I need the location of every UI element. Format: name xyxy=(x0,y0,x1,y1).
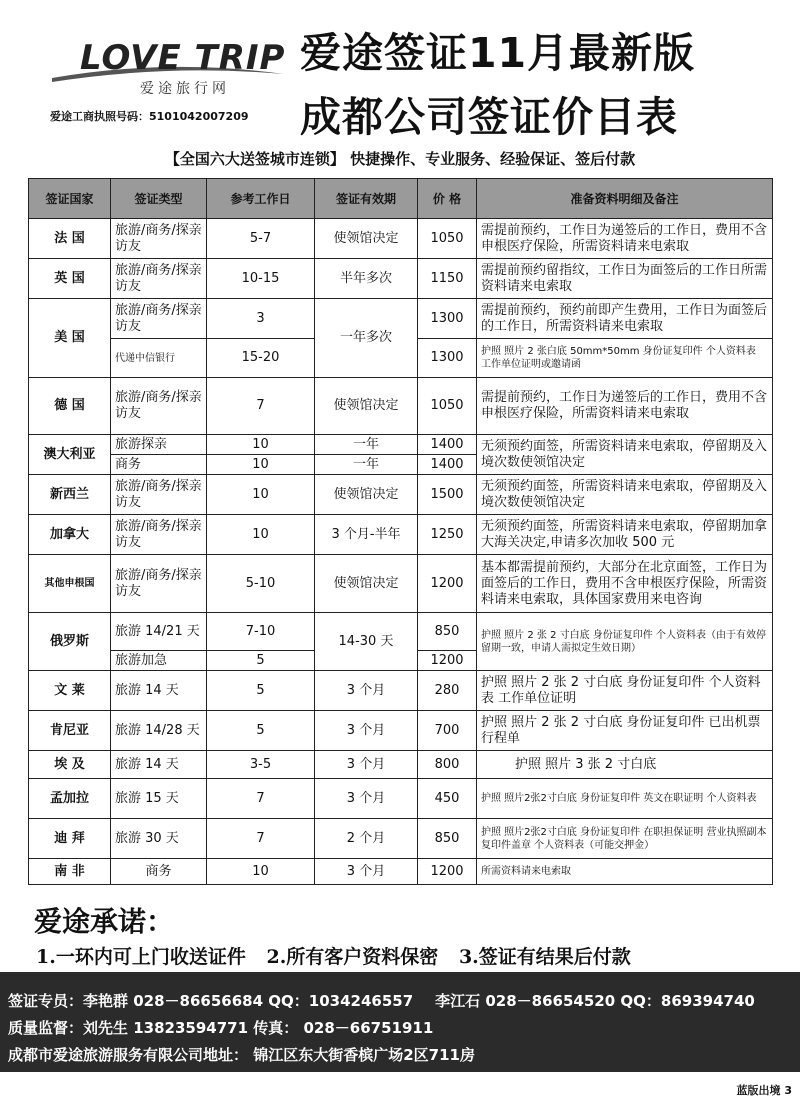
table-row xyxy=(29,779,773,819)
header-price: 价 格 xyxy=(418,179,477,219)
country-cell: 法 国 xyxy=(29,219,111,259)
days-cell: 15-20 xyxy=(207,339,315,378)
table-row xyxy=(29,859,773,885)
validity-cell: 使领馆决定 xyxy=(315,219,418,259)
country-cell: 俄罗斯 xyxy=(29,613,111,671)
country-cell: 文 莱 xyxy=(29,671,111,711)
slogan: 【全国六大送签城市连锁】 快捷操作、专业服务、经验保证、签后付款 xyxy=(164,150,636,168)
days-cell: 5-7 xyxy=(207,219,315,259)
validity-cell: 3 个月 xyxy=(315,751,418,779)
notes-cell: 护照 照片2张2寸白底 身份证复印件 在职担保证明 营业执照副本复印件盖章 个人资料表（可能交押金） xyxy=(477,819,773,859)
days-cell: 5 xyxy=(207,711,315,751)
price-cell: 1250 xyxy=(418,515,477,555)
table-row xyxy=(29,299,773,339)
promise-item: 2.所有客户资料保密 xyxy=(266,946,439,968)
days-cell: 5 xyxy=(207,671,315,711)
table-row xyxy=(29,819,773,859)
notes-cell: 无须预约面签，所需资料请来电索取，停留期及入境次数使领馆决定 xyxy=(477,475,773,515)
promise-item: 3.签证有结果后付款 xyxy=(458,946,631,968)
price-cell: 1150 xyxy=(418,259,477,299)
days-cell: 7 xyxy=(207,819,315,859)
country-cell: 新西兰 xyxy=(29,475,111,515)
notes-cell: 无须预约面签，所需资料请来电索取，停留期加拿大海关决定,申请多次加收 500 元 xyxy=(477,515,773,555)
type-cell: 旅游 15 天 xyxy=(111,779,207,819)
type-cell: 旅游探亲 xyxy=(111,435,207,455)
notes-cell: 护照 照片2张2寸白底 身份证复印件 英文在职证明 个人资料表 xyxy=(477,779,773,819)
type-cell: 旅游/商务/探亲访友 xyxy=(111,555,207,613)
validity-cell: 半年多次 xyxy=(315,259,418,299)
days-cell: 7 xyxy=(207,378,315,435)
logo-subtitle: 爱途旅行网 xyxy=(140,81,230,97)
price-cell: 1200 xyxy=(418,651,477,671)
table-header-row xyxy=(29,179,773,219)
validity-cell: 使领馆决定 xyxy=(315,378,418,435)
validity-cell: 一年 xyxy=(315,435,418,455)
table-row xyxy=(29,555,773,613)
country-cell: 加拿大 xyxy=(29,515,111,555)
promise-title: 爱途承诺： xyxy=(34,905,175,938)
validity-cell: 一年多次 xyxy=(315,299,418,378)
validity-cell: 一年 xyxy=(315,455,418,475)
price-cell: 1300 xyxy=(418,339,477,378)
logo xyxy=(48,30,288,100)
country-cell: 英 国 xyxy=(29,259,111,299)
visa-price-table xyxy=(28,178,773,885)
price-cell: 1200 xyxy=(418,555,477,613)
type-cell: 旅游/商务/探亲访友 xyxy=(111,219,207,259)
header xyxy=(0,0,800,145)
business-license: 爱途工商执照号码：5101042007209 xyxy=(50,110,249,123)
table-row xyxy=(29,475,773,515)
country-cell: 澳大利亚 xyxy=(29,435,111,475)
country-cell: 美 国 xyxy=(29,299,111,378)
visa-specialist-2: 李江石 028－86654520 QQ：869394740 xyxy=(435,992,755,1010)
days-cell: 7 xyxy=(207,779,315,819)
validity-cell: 3 个月 xyxy=(315,859,418,885)
type-cell: 旅游/商务/探亲访友 xyxy=(111,515,207,555)
header-type: 签证类型 xyxy=(111,179,207,219)
table-row xyxy=(29,219,773,259)
days-cell: 5-10 xyxy=(207,555,315,613)
days-cell: 10 xyxy=(207,859,315,885)
type-cell: 旅游加急 xyxy=(111,651,207,671)
page-subtitle: 成都公司签证价目表 xyxy=(300,93,678,141)
type-cell: 旅游 14/21 天 xyxy=(111,613,207,651)
table-row xyxy=(29,671,773,711)
days-cell: 10-15 xyxy=(207,259,315,299)
contact-footer xyxy=(0,972,800,1072)
type-cell: 旅游 14 天 xyxy=(111,751,207,779)
validity-cell: 2 个月 xyxy=(315,819,418,859)
type-cell: 旅游/商务/探亲访友 xyxy=(111,299,207,339)
price-cell: 700 xyxy=(418,711,477,751)
address-line: 成都市爱途旅游服务有限公司地址： 锦江区东大街香槟广场2区711房 xyxy=(8,1046,475,1064)
price-cell: 1050 xyxy=(418,378,477,435)
validity-cell: 3 个月-半年 xyxy=(315,515,418,555)
table-row xyxy=(29,259,773,299)
table-row xyxy=(29,751,773,779)
price-cell: 850 xyxy=(418,819,477,859)
country-cell: 埃 及 xyxy=(29,751,111,779)
notes-cell: 无须预约面签，所需资料请来电索取，停留期及入境次数使领馆决定 xyxy=(477,435,773,475)
days-cell: 10 xyxy=(207,435,315,455)
table-row xyxy=(29,711,773,751)
notes-cell: 护照 照片 2 张 2 寸白底 身份证复印件 已出机票行程单 xyxy=(477,711,773,751)
notes-cell: 需提前预约，工作日为递签后的工作日，费用不含申根医疗保险，所需资料请来电索取 xyxy=(477,378,773,435)
page-title: 爱途签证11月最新版 xyxy=(300,29,696,77)
validity-cell: 使领馆决定 xyxy=(315,555,418,613)
visa-specialist-1: 签证专员：李艳群 028－86656684 QQ：1034246557 xyxy=(8,992,414,1010)
type-cell: 商务 xyxy=(111,859,207,885)
table-row xyxy=(29,613,773,651)
notes-cell: 护照 照片 3 张 2 寸白底 xyxy=(477,751,773,779)
type-cell: 商务 xyxy=(111,455,207,475)
type-cell: 旅游 14/28 天 xyxy=(111,711,207,751)
header-country: 签证国家 xyxy=(29,179,111,219)
type-cell: 旅游 14 天 xyxy=(111,671,207,711)
promise-item: 1.一环内可上门收送证件 xyxy=(36,946,246,968)
validity-cell: 3 个月 xyxy=(315,671,418,711)
page-tag: 蓝版出境 3 xyxy=(736,1084,792,1097)
price-cell: 1200 xyxy=(418,859,477,885)
days-cell: 10 xyxy=(207,455,315,475)
price-cell: 1400 xyxy=(418,435,477,455)
header-days: 参考工作日 xyxy=(207,179,315,219)
validity-cell: 3 个月 xyxy=(315,711,418,751)
notes-cell: 护照 照片 2 张 2 寸白底 身份证复印件 个人资料表 工作单位证明 xyxy=(477,671,773,711)
days-cell: 3-5 xyxy=(207,751,315,779)
country-cell: 迪 拜 xyxy=(29,819,111,859)
table-row xyxy=(29,515,773,555)
validity-cell: 使领馆决定 xyxy=(315,475,418,515)
country-cell: 肯尼亚 xyxy=(29,711,111,751)
country-cell: 德 国 xyxy=(29,378,111,435)
notes-cell: 需提前预约，预约前即产生费用，工作日为面签后的工作日，所需资料请来电索取 xyxy=(477,299,773,339)
validity-cell: 14-30 天 xyxy=(315,613,418,671)
logo-wordmark: LOVE TRIP xyxy=(80,38,286,78)
notes-cell: 护照 照片 2 张白底 50mm*50mm 身份证复印件 个人资料表 工作单位证明或邀请函 xyxy=(477,339,773,378)
type-cell: 代递中信银行 xyxy=(111,339,207,378)
notes-cell: 基本都需提前预约，大部分在北京面签，工作日为面签后的工作日，费用不含申根医疗保险，所需资料请来电索取，具体国家费用来电咨询 xyxy=(477,555,773,613)
table-row xyxy=(29,378,773,435)
type-cell: 旅游/商务/探亲访友 xyxy=(111,378,207,435)
validity-cell: 3 个月 xyxy=(315,779,418,819)
notes-cell: 所需资料请来电索取 xyxy=(477,859,773,885)
days-cell: 7-10 xyxy=(207,613,315,651)
days-cell: 10 xyxy=(207,475,315,515)
price-cell: 450 xyxy=(418,779,477,819)
notes-cell: 需提前预约，工作日为递签后的工作日，费用不含申根医疗保险，所需资料请来电索取 xyxy=(477,219,773,259)
notes-cell: 需提前预约留指纹，工作日为面签后的工作日所需资料请来电索取 xyxy=(477,259,773,299)
price-cell: 850 xyxy=(418,613,477,651)
country-cell: 孟加拉 xyxy=(29,779,111,819)
notes-cell: 护照 照片 2 张 2 寸白底 身份证复印件 个人资料表（由于有效停留期一致，申请人需拟定生效日期） xyxy=(477,613,773,671)
country-cell: 南 非 xyxy=(29,859,111,885)
days-cell: 5 xyxy=(207,651,315,671)
header-validity: 签证有效期 xyxy=(315,179,418,219)
price-cell: 1050 xyxy=(418,219,477,259)
price-cell: 1300 xyxy=(418,299,477,339)
contact-line xyxy=(8,990,755,1011)
quality-line: 质量监督：刘先生 13823594771 传真： 028－66751911 xyxy=(8,1019,434,1037)
header-notes: 准备资料明细及备注 xyxy=(477,179,773,219)
days-cell: 10 xyxy=(207,515,315,555)
price-cell: 1500 xyxy=(418,475,477,515)
days-cell: 3 xyxy=(207,299,315,339)
table-row xyxy=(29,435,773,455)
type-cell: 旅游/商务/探亲访友 xyxy=(111,475,207,515)
price-cell: 1400 xyxy=(418,455,477,475)
type-cell: 旅游/商务/探亲访友 xyxy=(111,259,207,299)
promise-list xyxy=(36,942,645,969)
price-cell: 800 xyxy=(418,751,477,779)
country-cell: 其他申根国 xyxy=(29,555,111,613)
price-cell: 280 xyxy=(418,671,477,711)
type-cell: 旅游 30 天 xyxy=(111,819,207,859)
